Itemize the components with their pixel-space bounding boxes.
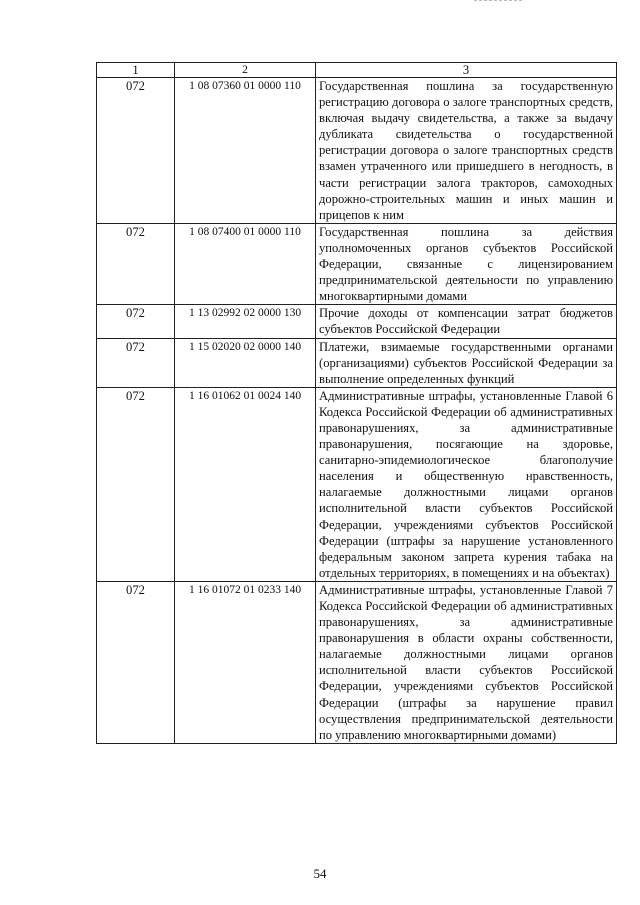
admin-code: 072 (126, 306, 145, 321)
table-row (97, 387, 617, 581)
kbk-code-cell (175, 581, 316, 743)
table-row (97, 305, 617, 338)
kbk-code-cell (175, 223, 316, 304)
admin-code-cell (97, 581, 175, 743)
kbk-code: 1 08 07360 01 0000 110 (189, 80, 301, 92)
admin-code-cell (97, 387, 175, 581)
kbk-code-cell (175, 387, 316, 581)
kbk-code-cell (175, 338, 316, 387)
revenue-description: Административные штрафы, установленные Главой 7 Кодекса Российской Федерации об административных правонарушениях, за административные правонарушения в области охраны собственности, налагаемые должностными лицами органов исполнительной власти субъектов Российской Федерации, учреждениями субъектов Российской Федерации (штрафы за нарушение правил осуществления предпринимательской деятельности по управлению многоквартирными домами) (316, 581, 617, 743)
revenue-description: Платежи, взимаемые государственными органами (организациями) субъектов Российской Федерации за выполнение определенных функций (316, 338, 617, 387)
kbk-code: 1 15 02020 02 0000 140 (188, 340, 302, 353)
admin-code-cell (97, 338, 175, 387)
admin-code-cell (97, 223, 175, 304)
column-header-2: 2 (175, 63, 316, 78)
admin-code: 072 (126, 339, 145, 354)
revenue-codes-table (96, 62, 617, 744)
table-header-row (97, 63, 617, 78)
admin-code: 072 (126, 79, 145, 93)
kbk-code: 1 16 01062 01 0024 140 (188, 389, 302, 402)
table-row (97, 581, 617, 743)
admin-code: 072 (126, 582, 145, 597)
admin-code: 072 (126, 224, 145, 239)
admin-code-cell (97, 78, 175, 224)
kbk-code: 1 16 01072 01 0233 140 (188, 583, 302, 596)
revenue-description: Государственная пошлина за государственную регистрацию договора о залоге транспортных средств, включая выдачу свидетельства, а также за выдачу дубликата свидетельства о государственной регистрации договора о залоге транспортных средств взамен утраченного или пришедшего в негодность, в части регистрации залога тракторов, самоходных дорожно-строительных машин и иных машин и прицепов к ним (316, 78, 617, 224)
revenue-description: Административные штрафы, установленные Главой 6 Кодекса Российской Федерации об административных правонарушениях, за административные правонарушения, посягающие на здоровье, санитарно-эпидемиологическое благополучие населения и общественную нравственность, налагаемые должностными лицами органов исполнительной власти субъектов Российской Федерации, учреждениями субъектов Российской Федерации (штрафы за нарушение установленного федеральным законом запрета курения табака на отдельных территориях, в помещениях и на объектах) (316, 387, 617, 581)
table-row (97, 338, 617, 387)
revenue-description: Прочие доходы от компенсации затрат бюджетов субъектов Российской Федерации (316, 305, 617, 338)
admin-code: 072 (126, 388, 145, 403)
kbk-code-cell (175, 305, 316, 338)
table-row (97, 223, 617, 304)
kbk-code: 1 13 02992 02 0000 130 (188, 307, 302, 320)
column-header-1: 1 (97, 63, 175, 78)
kbk-code: 1 08 07400 01 0000 110 (189, 225, 301, 238)
kbk-code-cell (175, 78, 316, 224)
admin-code-cell (97, 305, 175, 338)
scan-edge-mark (474, 0, 522, 2)
page-number: 54 (313, 866, 327, 881)
column-header-3: 3 (316, 63, 617, 78)
table-row (97, 78, 617, 224)
revenue-description: Государственная пошлина за действия уполномоченных органов субъектов Российской Федерации, связанные с лицензированием предпринимательской деятельности по управлению многоквартирными домами (316, 223, 617, 304)
